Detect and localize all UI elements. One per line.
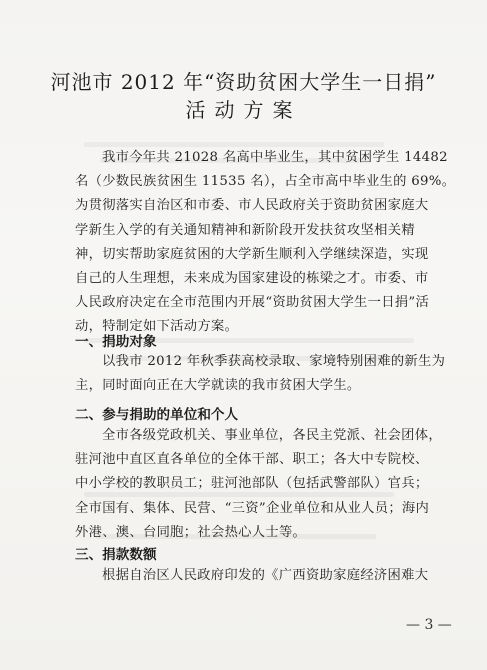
- section-paragraph: [75, 350, 444, 398]
- text-line: 主，同时面向正在大学就读的我市贫困大学生。: [75, 378, 361, 394]
- text-line: 动，特制定如下活动方案。: [75, 319, 239, 335]
- text-line: 我市今年共 21028 名高中毕业生，其中贫困学生 14482: [102, 150, 448, 165]
- intro-paragraph: [75, 146, 456, 340]
- section-heading: 二、参与捐助的单位和个人: [75, 407, 239, 423]
- text-line: 以我市 2012 年秋季获高校录取、家境特别困难的新生为: [102, 354, 446, 369]
- text-line: 名（少数民族贫困生 11535 名），占全市高中毕业生的 69%。: [75, 174, 456, 190]
- text-line: 学新生入学的有关通知精神和新阶段开发扶贫攻坚相关精: [75, 222, 415, 238]
- text-line: 人民政府决定在全市范围内开展“资助贫困大学生一日捐”活: [75, 295, 430, 311]
- text-line: 为贯彻落实自治区和市委、市人民政府关于资助贫困家庭大: [75, 198, 429, 214]
- section-paragraph: [75, 424, 444, 545]
- document-title-line-2: 活动方案: [185, 98, 302, 122]
- text-line: 驻河池中直区直各单位的全体干部、职工；各大中专院校、: [75, 452, 429, 468]
- text-line: 中小学校的教职员工；驻河池部队（包括武警部队）官兵；: [75, 476, 429, 492]
- section-heading: 一、捐助对象: [75, 334, 157, 350]
- section-heading: 三、捐款数额: [75, 547, 157, 563]
- document-title-line-1: 河池市 2012 年“资助贫困大学生一日捐”: [50, 70, 437, 94]
- text-line: 自己的人生理想，未来成为国家建设的栋梁之才。市委、市: [75, 271, 429, 287]
- section-paragraph: [75, 564, 444, 588]
- page-number: — 3 —: [406, 617, 452, 633]
- text-line: 根据自治区人民政府印发的《广西资助家庭经济困难大: [102, 568, 429, 583]
- text-line: 外港、澳、台同胞；社会热心人士等。: [75, 524, 307, 540]
- text-line: 神，切实帮助家庭贫困的大学新生顺利入学继续深造，实现: [75, 246, 429, 262]
- text-line: 全市国有、集体、民营、“三资”企业单位和从业人员；海内: [75, 500, 430, 516]
- text-line: 全市各级党政机关、事业单位，各民主党派、社会团体，: [102, 428, 442, 443]
